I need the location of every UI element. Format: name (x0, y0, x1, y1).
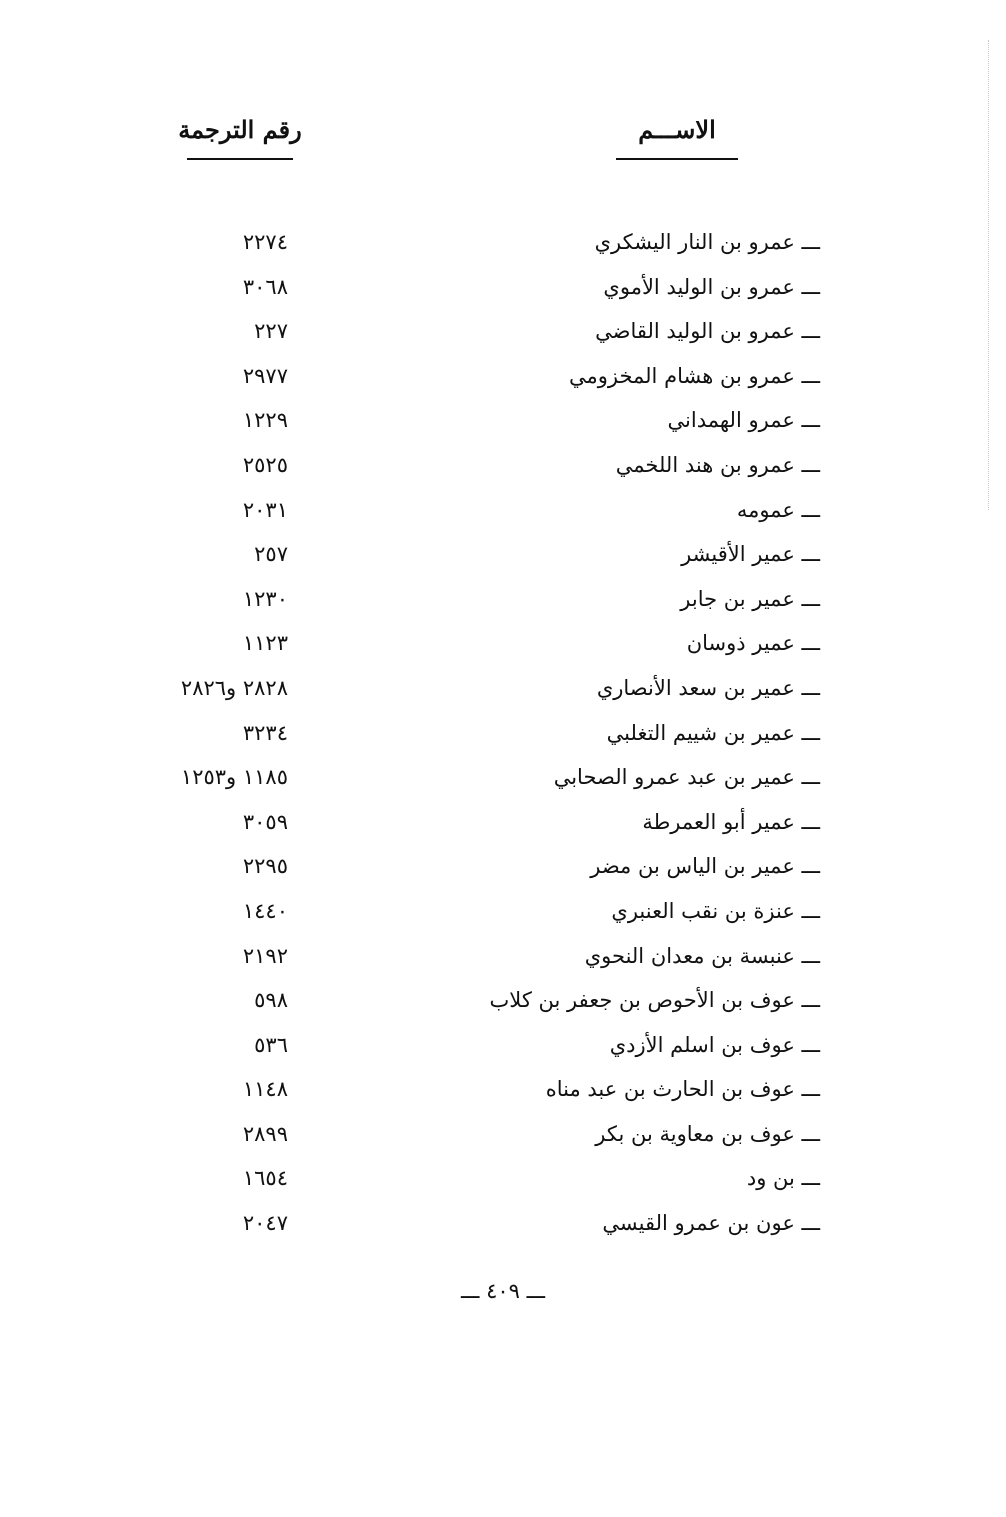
entry-name: ـــ عمرو بن هشام المخزومي (568, 363, 820, 388)
list-item (0, 934, 1006, 979)
list-item (0, 220, 1006, 265)
entries-list (0, 220, 1006, 1246)
list-item (0, 844, 1006, 889)
list-item (0, 666, 1006, 711)
entry-number: ٣٢٣٤ (242, 720, 288, 745)
page-number: ـــ ٤٠٩ ـــ (460, 1279, 546, 1303)
list-item (0, 978, 1006, 1023)
list-item (0, 1067, 1006, 1112)
entry-number: ١٦٥٤ (242, 1166, 288, 1191)
entry-name: ـــ عمرو الهمداني (667, 408, 820, 433)
list-item (0, 1156, 1006, 1201)
entry-number: ٢٢٧ (254, 319, 288, 344)
entry-number: ٢٩٧٧ (242, 363, 288, 388)
entry-number: ١١٢٣ (242, 631, 288, 656)
list-item (0, 309, 1006, 354)
entry-name: ـــ عمرو بن هند اللخمي (615, 452, 820, 477)
entry-number: ٣٠٦٨ (242, 274, 288, 299)
number-column-title: رقم الترجمة (178, 115, 302, 144)
list-item (0, 354, 1006, 399)
list-item (0, 889, 1006, 934)
entry-name: ـــ عمرو بن الوليد الأموي (603, 274, 820, 299)
list-item (0, 532, 1006, 577)
entry-name: ـــ عمرو بن النار اليشكري (594, 230, 820, 254)
entry-number: ٢٢٧٤ (242, 230, 288, 254)
entry-number: ٢٠٤٧ (242, 1211, 288, 1236)
list-item (0, 443, 1006, 488)
entry-name: ـــ عون بن عمرو القيسي (602, 1211, 820, 1236)
entry-number: ٢١٩٢ (242, 943, 288, 968)
list-item (0, 577, 1006, 622)
list-item (0, 1201, 1006, 1246)
number-column-underline (187, 158, 293, 160)
entry-number: ٢٢٩٥ (242, 854, 288, 879)
list-item (0, 1112, 1006, 1157)
list-item (0, 621, 1006, 666)
entry-number: ١١٨٥ و١٢٥٣ (180, 765, 288, 790)
name-column-title: الاســـم (638, 115, 716, 144)
entry-name: ـــ عمير بن جابر (680, 586, 820, 611)
entry-name: ـــ عوف بن اسلم الأزدي (609, 1032, 820, 1057)
entry-number: ١١٤٨ (242, 1077, 288, 1102)
entry-number: ٥٩٨ (254, 988, 288, 1013)
entry-name: ـــ عمير بن الياس بن مضر (590, 854, 820, 879)
entry-number: ٢٨٩٩ (242, 1121, 288, 1146)
entry-number: ١٢٣٠ (242, 586, 288, 611)
entry-number: ٣٠٥٩ (242, 809, 288, 834)
entry-name: ـــ عمومه (736, 497, 820, 522)
entry-name: ـــ عمير بن سعد الأنصاري (596, 675, 820, 700)
list-item (0, 488, 1006, 533)
entry-name: ـــ عوف بن معاوية بن بكر (595, 1121, 820, 1146)
entry-name: ـــ عوف بن الأحوص بن جعفر بن كلاب (489, 988, 820, 1013)
entry-number: ٥٣٦ (254, 1032, 288, 1057)
number-column-header (170, 110, 310, 160)
entry-name: ـــ عمير بن عبد عمرو الصحابي (553, 765, 820, 790)
entry-number: ٢٨٢٨ و٢٨٢٦ (180, 675, 288, 700)
list-item (0, 755, 1006, 800)
entry-name: ـــ عنزة بن نقب العنبري (611, 898, 820, 923)
entry-number: ١٤٤٠ (242, 898, 288, 923)
entry-name: ـــ عمير أبو العمرطة (642, 809, 820, 834)
entry-number: ١٢٢٩ (242, 408, 288, 433)
entry-name: ـــ عوف بن الحارث بن عبد مناه (545, 1077, 820, 1102)
list-item (0, 398, 1006, 443)
entry-number: ٢٥٢٥ (242, 452, 288, 477)
entry-number: ٢٠٣١ (242, 497, 288, 522)
list-item (0, 1023, 1006, 1068)
entry-name: ـــ عمير بن شييم التغلبي (606, 720, 820, 745)
entry-name: ـــ بن ود (746, 1166, 820, 1191)
name-column-underline (616, 158, 738, 160)
list-item (0, 711, 1006, 756)
list-item (0, 800, 1006, 845)
list-item (0, 265, 1006, 310)
entry-name: ـــ عنبسة بن معدان النحوي (584, 943, 820, 968)
entry-number: ٢٥٧ (254, 542, 288, 567)
entry-name: ـــ عمير ذوسان (686, 631, 820, 656)
name-column-header (612, 110, 742, 160)
entry-name: ـــ عمرو بن الوليد القاضي (595, 319, 820, 344)
entry-name: ـــ عمير الأقيشر (681, 542, 820, 567)
